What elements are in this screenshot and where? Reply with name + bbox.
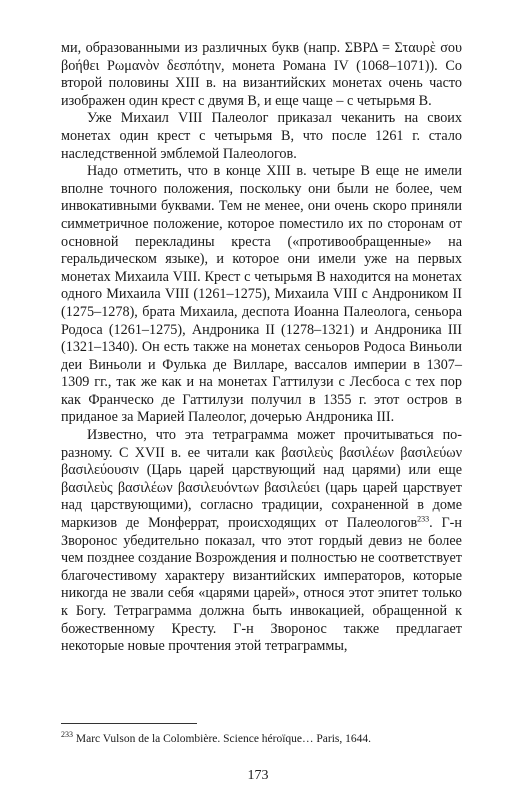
footnote-reference: 233	[417, 514, 430, 524]
footnote-divider	[61, 723, 197, 724]
main-text	[61, 40, 462, 656]
footnote-text: Marc Vulson de la Colombière. Science héroïque… Paris, 1644.	[73, 733, 372, 745]
paragraph-2: Уже Михаил VIII Палеолог приказал чеканить на своих монетах один крест с четырьмя В, что после 1261 г. стало наследственной эмблемой Палеологов.	[61, 110, 462, 162]
paragraph-4	[61, 427, 462, 656]
footnote-number: 233	[61, 730, 73, 740]
paragraph-4-part-2: . Г-н Зворонос убедительно показал, что этот гордый девиз не более чем позднее создание Возрождения и полностью не соответствует благочестивому характеру византийских императоров, которые никогда не звали себя «царями царей», относя этот эпитет только к Богу. Тетраграмма должна быть инвокацией, обращенной к божественному Кресту. Г-н Зворонос также предлагает некоторые новые прочтения этой тетраграммы,	[61, 515, 463, 655]
paragraph-3: Надо отметить, что в конце XIII в. четыре В еще не имели вполне точного положения, поскольку они были не более, чем инвокативными буквами. Тем не менее, они очень скоро приняли симметричное положение, которое поместило их по сторонам от основной перекладины креста («противообращенные» на геральдическом языке), и которое они имели уже на первых монетах Михаила VIII. Крест с четырьмя В находится на монетах одного Михаила VIII (1261–1275), Михаила VIII с Андроником II (1275–1278), брата Михаила, деспота Иоанна Палеолога, сеньора Родоса (1261–1275), Андроника II (1278–1321) и Андроника III (1321–1340). Он есть также на монетах сеньоров Родоса Виньоли деи Виньоли и Фулька де Вилларе, вассалов империи в 1307–1309 гг., так же как и на монетах Гаттилузи с Лесбоса с тех пор как Франческо де Гаттилузи получил в 1355 г. этот остров в приданое за Марией Палеолог, дочерью Андроника III.	[61, 163, 462, 426]
paragraph-1: ми, образованными из различных букв (напр. ΣΒΡΔ = Σταυρὲ σου βοήθει Ρωμανὸν δεσπότην, монета Романа IV (1068–1071)). Со второй половины XIII в. на византийских монетах очень часто изображен один крест с двумя В, и еще чаще – с четырьмя В.	[61, 40, 462, 109]
footnote	[61, 732, 462, 746]
paragraph-4-part-1: Известно, что эта тетраграмма может прочитываться по-разному. С XVII в. ее читали как βασιλεὺς βασιλέων βασιλεύων βασιλεύουσιν (Царь царей царствующий над царями) или еще βασιλεὺς βασιλέων βασιλευόντων βασιλεύει (царь царей царствует над царствующими), согласно традиции, сохраненной в доме маркизов де Монферрат, происходящих от Палеологов	[61, 427, 462, 532]
page-number: 173	[247, 768, 269, 783]
